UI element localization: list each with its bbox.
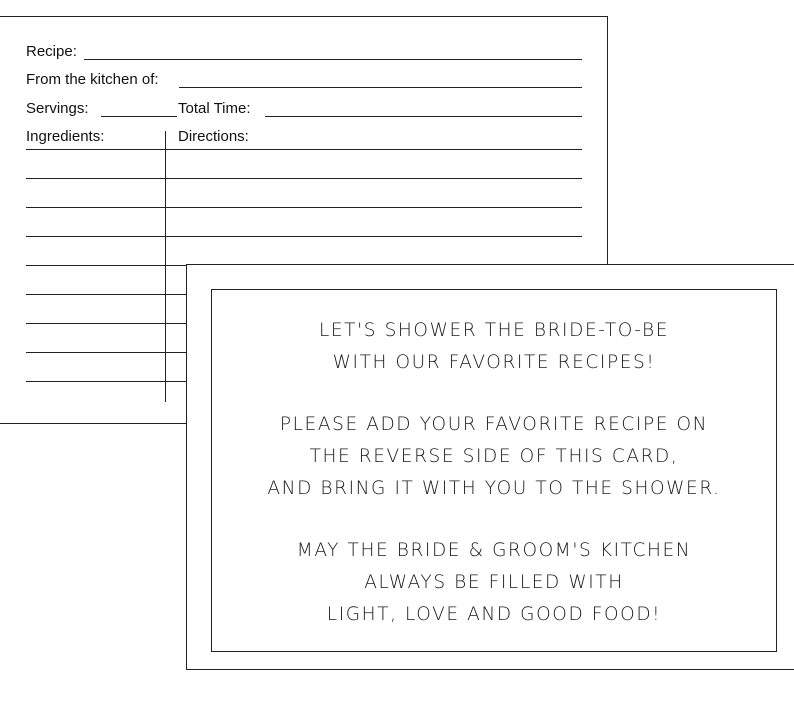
write-line[interactable]: [26, 207, 582, 208]
note-line-2: WITH OUR FAVORITE RECIPES!: [332, 352, 656, 373]
servings-label: Servings:: [26, 100, 89, 117]
column-divider: [165, 131, 166, 402]
note-line-4: THE REVERSE SIDE OF THIS CARD,: [309, 446, 679, 467]
ingredients-label: Ingredients:: [26, 128, 105, 145]
write-line[interactable]: [26, 236, 582, 237]
directions-label: Directions:: [178, 128, 249, 145]
write-line[interactable]: [26, 178, 582, 179]
shower-note-card: [186, 264, 794, 670]
note-line-1: LET'S SHOWER THE BRIDE-TO-BE: [318, 320, 670, 341]
from-kitchen-label: From the kitchen of:: [26, 71, 159, 88]
note-line-7: ALWAYS BE FILLED WITH: [364, 572, 624, 593]
note-line-8: LIGHT, LOVE AND GOOD FOOD!: [326, 604, 662, 625]
recipe-name-line[interactable]: [84, 59, 582, 60]
note-line-6: MAY THE BRIDE & GROOM'S KITCHEN: [296, 540, 692, 561]
note-line-3: PLEASE ADD YOUR FAVORITE RECIPE ON: [279, 414, 709, 435]
from-kitchen-line[interactable]: [179, 87, 582, 88]
note-border-frame: [211, 289, 777, 652]
write-line[interactable]: [26, 149, 582, 150]
note-line-5: AND BRING IT WITH YOU TO THE SHOWER.: [267, 478, 721, 499]
servings-line[interactable]: [101, 116, 177, 117]
recipe-label: Recipe:: [26, 43, 77, 60]
total-time-line[interactable]: [265, 116, 582, 117]
total-time-label: Total Time:: [178, 100, 251, 117]
